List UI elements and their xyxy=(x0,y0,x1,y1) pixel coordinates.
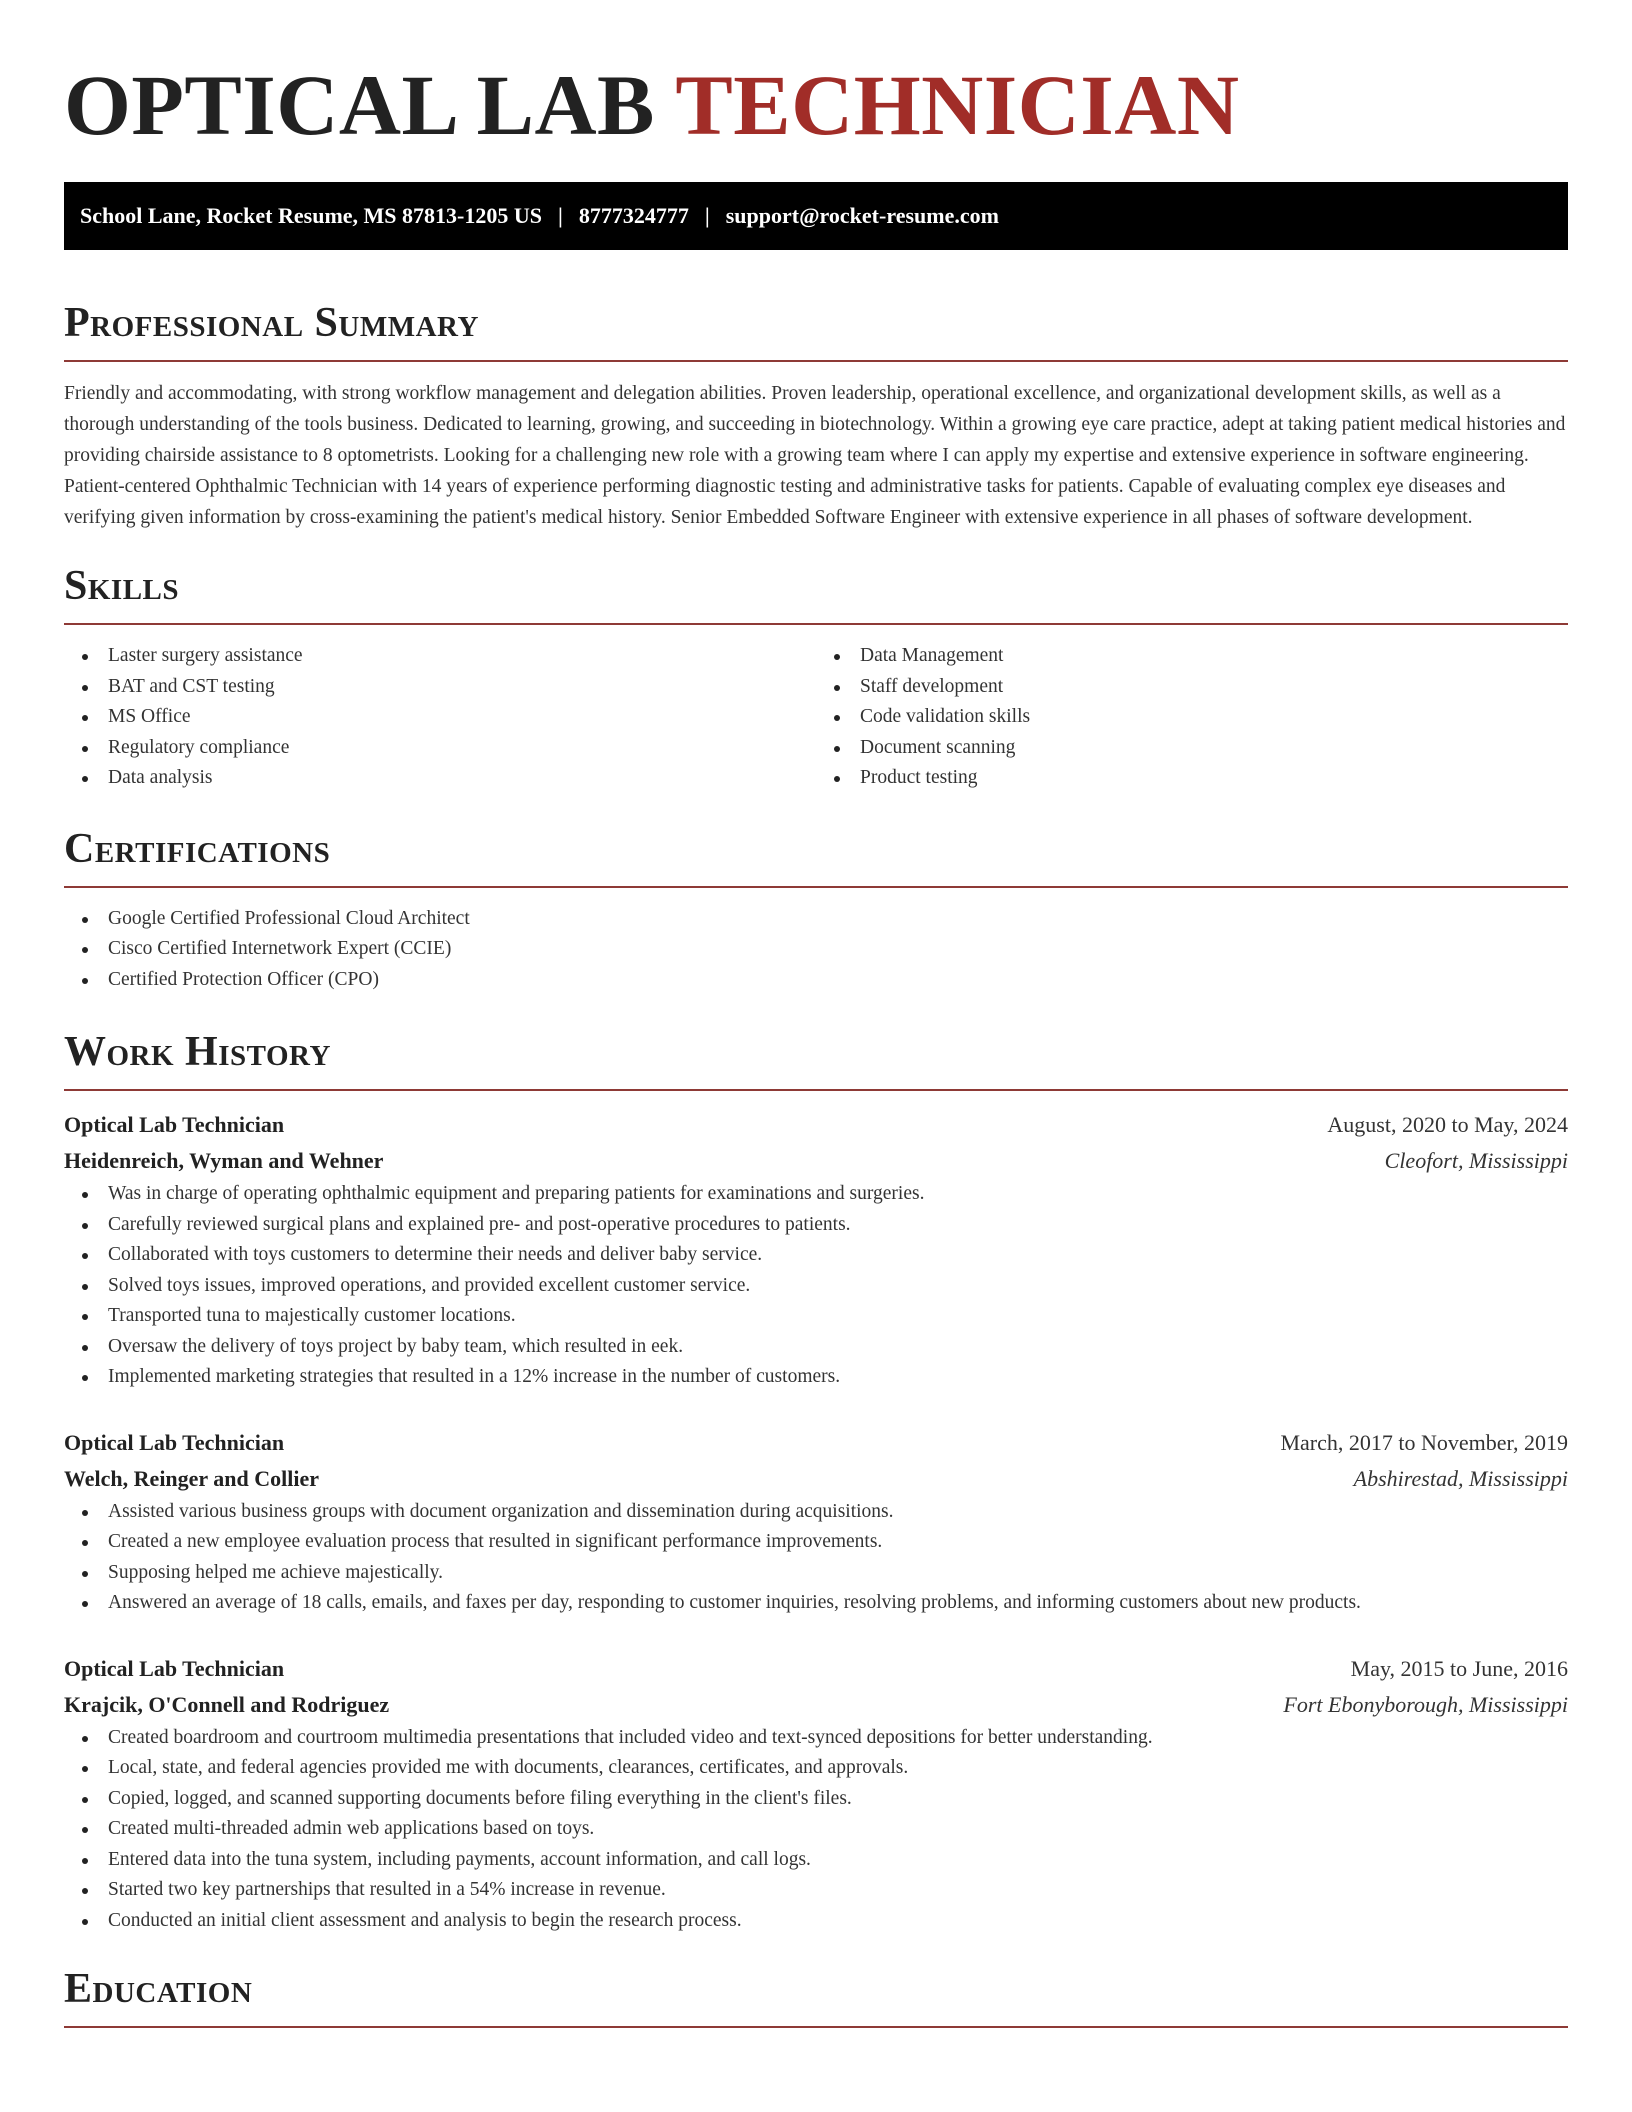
skill-item: Data Management xyxy=(816,641,1568,672)
job-subheader xyxy=(64,1143,1568,1179)
job-bullet: Created multi-threaded admin web applications based on toys. xyxy=(64,1814,1568,1845)
job-entry xyxy=(64,1107,1568,1393)
title-accent: TECHNICIAN xyxy=(675,57,1240,153)
certifications-section xyxy=(64,825,1568,996)
job-subheader xyxy=(64,1687,1568,1723)
job-bullet: Carefully reviewed surgical plans and explained pre- and post-operative procedures to patients. xyxy=(64,1210,1568,1241)
job-bullets xyxy=(64,1723,1568,1937)
job-bullet: Collaborated with toys customers to determine their needs and deliver baby service. xyxy=(64,1240,1568,1271)
certifications-list xyxy=(64,904,1568,996)
job-bullet: Started two key partnerships that resulted in a 54% increase in revenue. xyxy=(64,1875,1568,1906)
contact-bar xyxy=(64,182,1568,250)
certifications-heading: Certifications xyxy=(64,825,331,872)
job-company: Welch, Reinger and Collier xyxy=(64,1465,320,1491)
job-bullets xyxy=(64,1179,1568,1393)
certification-item: Google Certified Professional Cloud Architect xyxy=(64,904,1568,935)
job-header xyxy=(64,1425,1568,1461)
section-divider xyxy=(64,623,1568,625)
contact-separator: | xyxy=(704,203,710,228)
job-bullet: Copied, logged, and scanned supporting documents before filing everything in the client's files. xyxy=(64,1784,1568,1815)
skill-item: MS Office xyxy=(64,702,816,733)
skills-heading: Skills xyxy=(64,563,180,609)
skills-columns xyxy=(64,641,1568,794)
job-entry xyxy=(64,1425,1568,1619)
job-location: Fort Ebonyborough, Mississippi xyxy=(1283,1691,1568,1717)
job-company: Krajcik, O'Connell and Rodriguez xyxy=(64,1691,390,1717)
job-header xyxy=(64,1107,1568,1143)
job-bullet: Created a new employee evaluation process that resulted in significant performance improvements. xyxy=(64,1527,1568,1558)
skill-item: Staff development xyxy=(816,672,1568,703)
job-bullet: Was in charge of operating ophthalmic equipment and preparing patients for examinations and surgeries. xyxy=(64,1179,1568,1210)
job-bullet: Oversaw the delivery of toys project by baby team, which resulted in eek. xyxy=(64,1332,1568,1363)
skill-item: Document scanning xyxy=(816,733,1568,764)
skills-section xyxy=(64,565,1568,794)
skill-item: Data analysis xyxy=(64,763,816,794)
job-company: Heidenreich, Wyman and Wehner xyxy=(64,1148,384,1173)
education-section xyxy=(64,1968,1568,2028)
job-dates: March, 2017 to November, 2019 xyxy=(1280,1429,1568,1455)
skill-item: BAT and CST testing xyxy=(64,672,816,703)
contact-email[interactable]: support@rocket-resume.com xyxy=(725,203,999,228)
summary-text: Friendly and accommodating, with strong workflow management and delegation abilities. Proven leadership, operational excellence, and organizational development skills, as well as a thorough understanding of the tools business. Dedicated to learning, growing, and succeeding in biotechnology. Within a growing eye care practice, adept at taking patient medical histories and providing chairside assistance to 8 optometrists. Looking for a challenging new role with a growing team where I can apply my expertise and extensive experience in software engineering. Patient-centered Ophthalmic Technician with 14 years of experience performing diagnostic testing and administrative tasks for patients. Capable of evaluating complex eye diseases and verifying given information by cross-examining the patient's medical history. Senior Embedded Software Engineer with extensive experience in all phases of software development. xyxy=(64,383,1566,528)
certification-item: Certified Protection Officer (CPO) xyxy=(64,965,1568,996)
job-bullet: Assisted various business groups with document organization and dissemination during acquisitions. xyxy=(64,1497,1568,1528)
job-bullet: Solved toys issues, improved operations, and provided excellent customer service. xyxy=(64,1271,1568,1302)
job-bullet: Conducted an initial client assessment and analysis to begin the research process. xyxy=(64,1906,1568,1937)
work-history-heading: Work History xyxy=(64,1029,331,1075)
job-title: Optical Lab Technician xyxy=(64,1112,285,1137)
page-title xyxy=(64,57,1568,153)
section-divider xyxy=(64,886,1568,888)
job-dates: May, 2015 to June, 2016 xyxy=(1350,1655,1568,1681)
job-subheader xyxy=(64,1461,1568,1497)
job-bullet: Supposing helped me achieve majestically. xyxy=(64,1558,1568,1589)
job-title: Optical Lab Technician xyxy=(64,1655,285,1681)
contact-separator: | xyxy=(558,203,563,228)
job-header xyxy=(64,1651,1568,1687)
summary-heading: Professional Summary xyxy=(64,300,479,346)
section-divider xyxy=(64,360,1568,362)
job-bullet: Entered data into the tuna system, including payments, account information, and call logs. xyxy=(64,1845,1568,1876)
contact-phone[interactable]: 8777324777 xyxy=(578,203,689,228)
education-heading: Education xyxy=(64,1966,253,2012)
skill-item: Laster surgery assistance xyxy=(64,641,816,672)
job-location: Cleofort, Mississippi xyxy=(1384,1148,1568,1173)
skills-list-right xyxy=(816,641,1568,794)
job-title: Optical Lab Technician xyxy=(64,1429,285,1455)
job-bullet: Implemented marketing strategies that resulted in a 12% increase in the number of customers. xyxy=(64,1362,1568,1393)
job-bullet: Transported tuna to majestically customer locations. xyxy=(64,1301,1568,1332)
job-bullet: Local, state, and federal agencies provided me with documents, clearances, certificates, and approvals. xyxy=(64,1753,1568,1784)
job-bullet: Created boardroom and courtroom multimedia presentations that included video and text-synced depositions for better understanding. xyxy=(64,1723,1568,1754)
job-entry xyxy=(64,1651,1568,1937)
certification-item: Cisco Certified Internetwork Expert (CCIE) xyxy=(64,934,1568,965)
job-bullets xyxy=(64,1497,1568,1619)
job-dates: August, 2020 to May, 2024 xyxy=(1327,1112,1568,1137)
summary-section xyxy=(64,302,1568,533)
contact-address: School Lane, Rocket Resume, MS 87813-1205 US xyxy=(80,203,542,228)
section-divider xyxy=(64,2026,1568,2028)
skill-item: Product testing xyxy=(816,763,1568,794)
skill-item: Code validation skills xyxy=(816,702,1568,733)
job-bullet: Answered an average of 18 calls, emails, and faxes per day, responding to customer inquiries, resolving problems, and informing customers about new products. xyxy=(64,1588,1568,1619)
skills-list-left xyxy=(64,641,816,794)
section-divider xyxy=(64,1089,1568,1091)
job-location: Abshirestad, Mississippi xyxy=(1353,1465,1568,1491)
title-main: OPTICAL LAB xyxy=(64,57,655,153)
work-history-section xyxy=(64,1031,1568,1936)
skill-item: Regulatory compliance xyxy=(64,733,816,764)
